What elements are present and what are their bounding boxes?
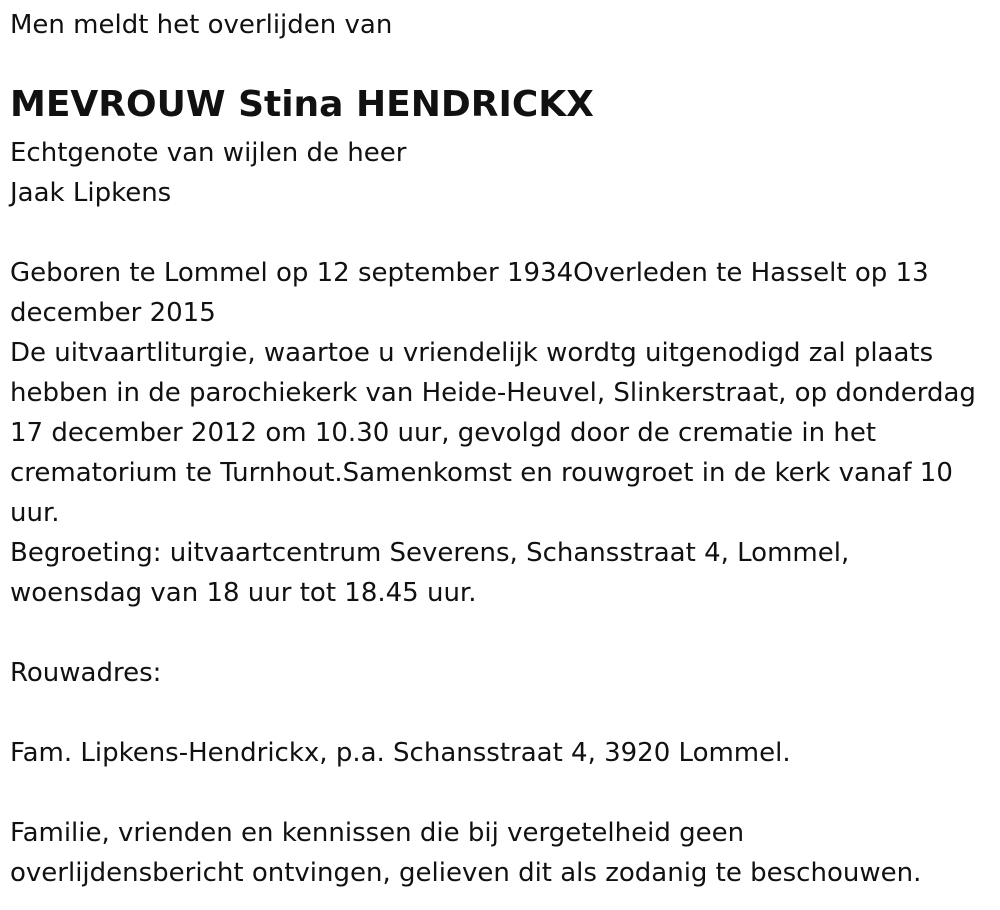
- greeting-line: woensdag van 18 uur tot 18.45 uur.: [10, 578, 477, 608]
- funeral-line: crematorium te Turnhout.Samenkomst en rouwgroet in de kerk vanaf 10: [10, 458, 953, 488]
- spouse-section: [10, 133, 995, 213]
- closing-section: [10, 813, 995, 893]
- funeral-line: 17 december 2012 om 10.30 uur, gevolgd door de crematie in het: [10, 418, 877, 448]
- spouse-name: Jaak Lipkens: [10, 178, 172, 208]
- intro-text: Men meldt het overlijden van: [10, 10, 393, 40]
- mourning-address: Fam. Lipkens-Hendrickx, p.a. Schansstraat 4, 3920 Lommel.: [10, 738, 791, 768]
- details-section: [10, 253, 995, 613]
- deceased-name: MEVROUW Stina HENDRICKX: [10, 84, 594, 125]
- closing-line: overlijdensbericht ontvingen, gelieven dit als zodanig te beschouwen.: [10, 858, 922, 888]
- funeral-line: De uitvaartliturgie, waartoe u vriendelijk wordtg uitgenodigd zal plaats: [10, 338, 934, 368]
- address-section: [10, 733, 995, 773]
- funeral-line: hebben in de parochiekerk van Heide-Heuvel, Slinkerstraat, op donderdag: [10, 378, 976, 408]
- funeral-line: uur.: [10, 498, 60, 528]
- address-label-section: [10, 653, 995, 693]
- address-label: Rouwadres:: [10, 658, 162, 688]
- greeting-line: Begroeting: uitvaartcentrum Severens, Schansstraat 4, Lommel,: [10, 538, 850, 568]
- birth-death-line: december 2015: [10, 298, 216, 328]
- closing-line: Familie, vrienden en kennissen die bij vergetelheid geen: [10, 818, 745, 848]
- birth-death-line: Geboren te Lommel op 12 september 1934Overleden te Hasselt op 13: [10, 258, 929, 288]
- spouse-line: Echtgenote van wijlen de heer: [10, 138, 407, 168]
